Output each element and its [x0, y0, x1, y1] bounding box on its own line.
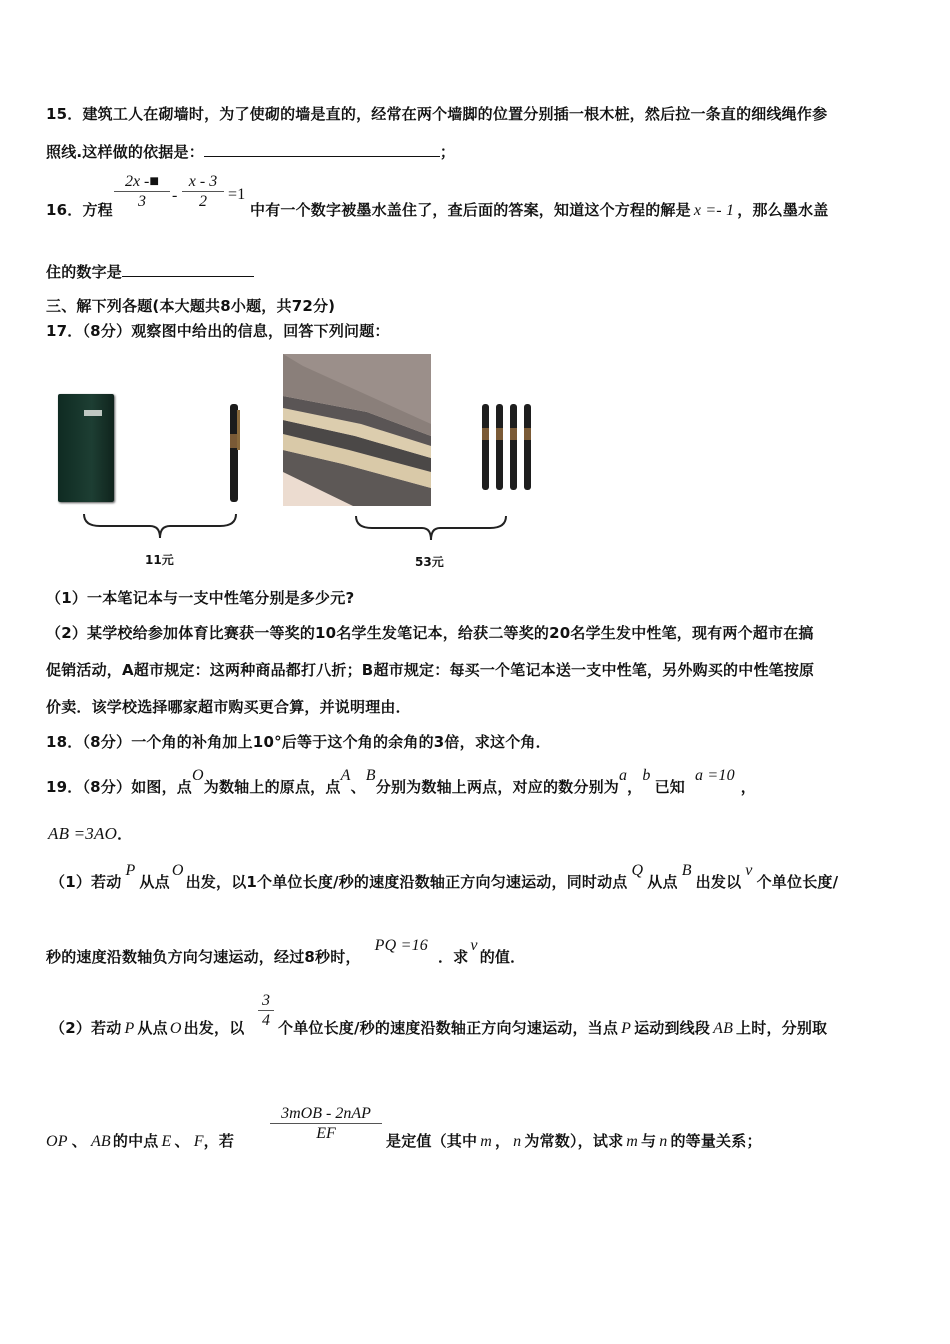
q19-p2-a: （2）若动 — [50, 1019, 122, 1037]
q19-p1-line2a: 秒的速度沿数轴负方向匀速运动，经过8秒时， — [46, 948, 361, 966]
q19-p2-e: 运动到线段 — [634, 1019, 711, 1037]
notebook-image — [58, 394, 114, 502]
q16-tail: ，那么墨水盖 — [737, 201, 829, 219]
q16-frac2-denominator: 2 — [199, 193, 207, 210]
q16-text-main: 中有一个数字被墨水盖住了，查后面的答案，知道这个方程的解是 — [250, 201, 691, 219]
q19-p2-f: 上时，分别取 — [736, 1019, 828, 1037]
q19-part2-line2-a — [46, 1130, 234, 1151]
price-11: 11元 — [145, 553, 174, 567]
q19-p1-line2c: 的值． — [479, 948, 526, 966]
q19-line2 — [48, 823, 132, 844]
q15-line2-text: 照线.这样做的依据是： — [46, 143, 204, 161]
q19-p2-d: 个单位长度/秒的速度沿数轴正方向匀速运动，当点 — [278, 1019, 619, 1037]
q19-sep-2: 、 — [71, 1132, 87, 1150]
q19-n-2: n — [659, 1133, 668, 1150]
q15-end: ； — [439, 143, 456, 161]
notebook-stack-image — [283, 354, 431, 506]
q16-fraction-2 — [182, 173, 224, 211]
q19-E: E — [161, 1133, 172, 1150]
q19-pq-equals-16: PQ =16 — [374, 937, 428, 954]
q19-p1-e: 出发以 — [695, 873, 742, 891]
q16-line2 — [46, 261, 254, 282]
q16-minus: - — [172, 187, 178, 204]
q19-p2-i: 是定值（其中 — [386, 1132, 478, 1150]
q16-line2-text: 住的数字是 — [46, 263, 123, 281]
q19-comma-2: ， — [494, 1132, 511, 1150]
q19-ab-equals-3ao: AB =3AO — [48, 824, 118, 843]
q16-fraction-1 — [114, 173, 170, 211]
q19-P: P — [125, 862, 136, 879]
q19-p1-b: 从点 — [139, 873, 170, 891]
q19-big-fraction — [270, 1105, 382, 1143]
q19-bigfrac-numerator: 3mOB - 2nAP — [281, 1105, 371, 1122]
pen-image — [226, 404, 242, 504]
q19-p2-h: ，若 — [203, 1132, 235, 1150]
q19-t5: ， — [740, 778, 756, 796]
q19-n: n — [513, 1133, 522, 1150]
q19-bigfrac-denominator: EF — [316, 1125, 336, 1142]
q19-Q: Q — [631, 862, 644, 879]
q19-p2-b: 从点 — [137, 1019, 168, 1037]
q19-b: b — [642, 767, 651, 784]
q19-O-2: O — [171, 862, 184, 879]
q18: 18．（8分）一个角的补角加上10°后等于这个角的余角的3倍，求这个角． — [46, 733, 551, 751]
q19-frac34-numerator: 3 — [262, 992, 270, 1009]
q15-line1: 15．建筑工人在砌墙时，为了使砌的墙是直的，经常在两个墙脚的位置分别插一根木桩，然后拉一条直的细线绳作参 — [46, 105, 828, 123]
q19-p2-j: 为常数），试求 — [524, 1132, 624, 1150]
q19-O: O — [192, 767, 204, 784]
q19-p1-f: 个单位长度/ — [756, 873, 839, 891]
q19-m: m — [480, 1133, 492, 1150]
q19-B: B — [365, 767, 376, 784]
q19-p1-a: （1）若动 — [50, 873, 122, 891]
q19-p1-c: 出发，以1个单位长度/秒的速度沿数轴正方向匀速运动，同时动点 — [185, 873, 628, 891]
notebook-label — [84, 410, 102, 416]
q16-frac1-denominator: 3 — [138, 193, 146, 210]
q19-p2-l: 的等量关系； — [670, 1132, 762, 1150]
brace-left-icon — [80, 510, 240, 542]
price-53: 53元 — [415, 555, 444, 569]
q19-part2-line1-b — [278, 1017, 827, 1038]
section-3-heading: 三、解下列各题(本大题共8小题，共72分) — [46, 297, 336, 315]
q16-text — [250, 199, 828, 220]
q19-line1 — [46, 767, 756, 797]
q19-t1: 19．（8分）如图，点 — [46, 778, 193, 796]
q19-p2-c: 出发，以 — [183, 1019, 245, 1037]
q19-t3: 分别为数轴上两点，对应的数分别为 — [375, 778, 619, 796]
q15-line2 — [46, 141, 455, 162]
q19-AB: AB — [713, 1020, 734, 1037]
q16-answer-blank[interactable] — [122, 262, 254, 277]
q19-O-3: O — [169, 1020, 182, 1037]
brace-right-icon — [352, 512, 510, 544]
q17-part2-line1: （2）某学校给参加体育比赛获一等奖的10名学生发笔记本，给获二等奖的20名学生发中性笔，现有两个超市在搞 — [46, 624, 814, 642]
q19-A: A — [340, 767, 351, 784]
q17-part2-line3: 价卖．该学校选择哪家超市购买更合算，并说明理由． — [46, 698, 411, 716]
q16-prefix: 16．方程 — [46, 201, 113, 219]
q19-P-2: P — [124, 1020, 135, 1037]
q19-P-3: P — [621, 1020, 632, 1037]
four-pens-image — [480, 404, 536, 490]
q19-comma: ， — [627, 778, 643, 796]
q19-a: a — [618, 767, 628, 784]
q19-p2-k: 与 — [641, 1132, 657, 1150]
q19-p1-line2b: ．求 — [437, 948, 469, 966]
q16-equals-one: =1 — [228, 186, 246, 203]
q19-p1-d: 从点 — [647, 873, 678, 891]
q19-v-2: v — [470, 937, 478, 954]
q17-title: 17．（8分）观察图中给出的信息，回答下列问题： — [46, 322, 390, 340]
q19-part2-line2-b — [386, 1130, 762, 1151]
q19-part1-line1 — [50, 862, 839, 892]
q19-m-2: m — [626, 1133, 639, 1150]
q17-part1: （1）一本笔记本与一支中性笔分别是多少元? — [46, 589, 355, 607]
q19-dot: ． — [117, 825, 133, 843]
q19-AB-2: AB — [90, 1133, 111, 1150]
q19-p2-g: 的中点 — [112, 1132, 159, 1150]
q19-t4: 已知 — [654, 778, 685, 796]
q17-part2-line2: 促销活动，A超市规定：这两种商品都打八折；B超市规定：每买一个笔记本送一支中性笔，另外购买的中性笔按原 — [46, 661, 815, 679]
notebook-stack-drawing — [283, 354, 431, 506]
q15-answer-blank[interactable] — [204, 142, 440, 157]
q19-v: v — [745, 862, 753, 879]
q19-fraction-3-4 — [258, 992, 274, 1030]
q16-frac2-numerator: x - 3 — [188, 173, 218, 190]
q16-frac1-numerator: 2x -■ — [124, 173, 160, 190]
q19-B-2: B — [681, 862, 692, 879]
q19-F: F — [193, 1133, 204, 1150]
q19-part1-line2 — [46, 937, 526, 967]
q19-frac34-denominator: 4 — [262, 1012, 270, 1029]
q19-OP: OP — [46, 1133, 68, 1150]
q19-sep: 、 — [350, 778, 366, 796]
q19-sep-3: 、 — [174, 1132, 190, 1150]
q19-t2: 为数轴上的原点，点 — [203, 778, 341, 796]
q19-a-equals-10: a =10 — [694, 767, 735, 784]
q16-solution: x =- 1 — [693, 202, 735, 219]
q19-part2-line1-a — [50, 1017, 244, 1038]
